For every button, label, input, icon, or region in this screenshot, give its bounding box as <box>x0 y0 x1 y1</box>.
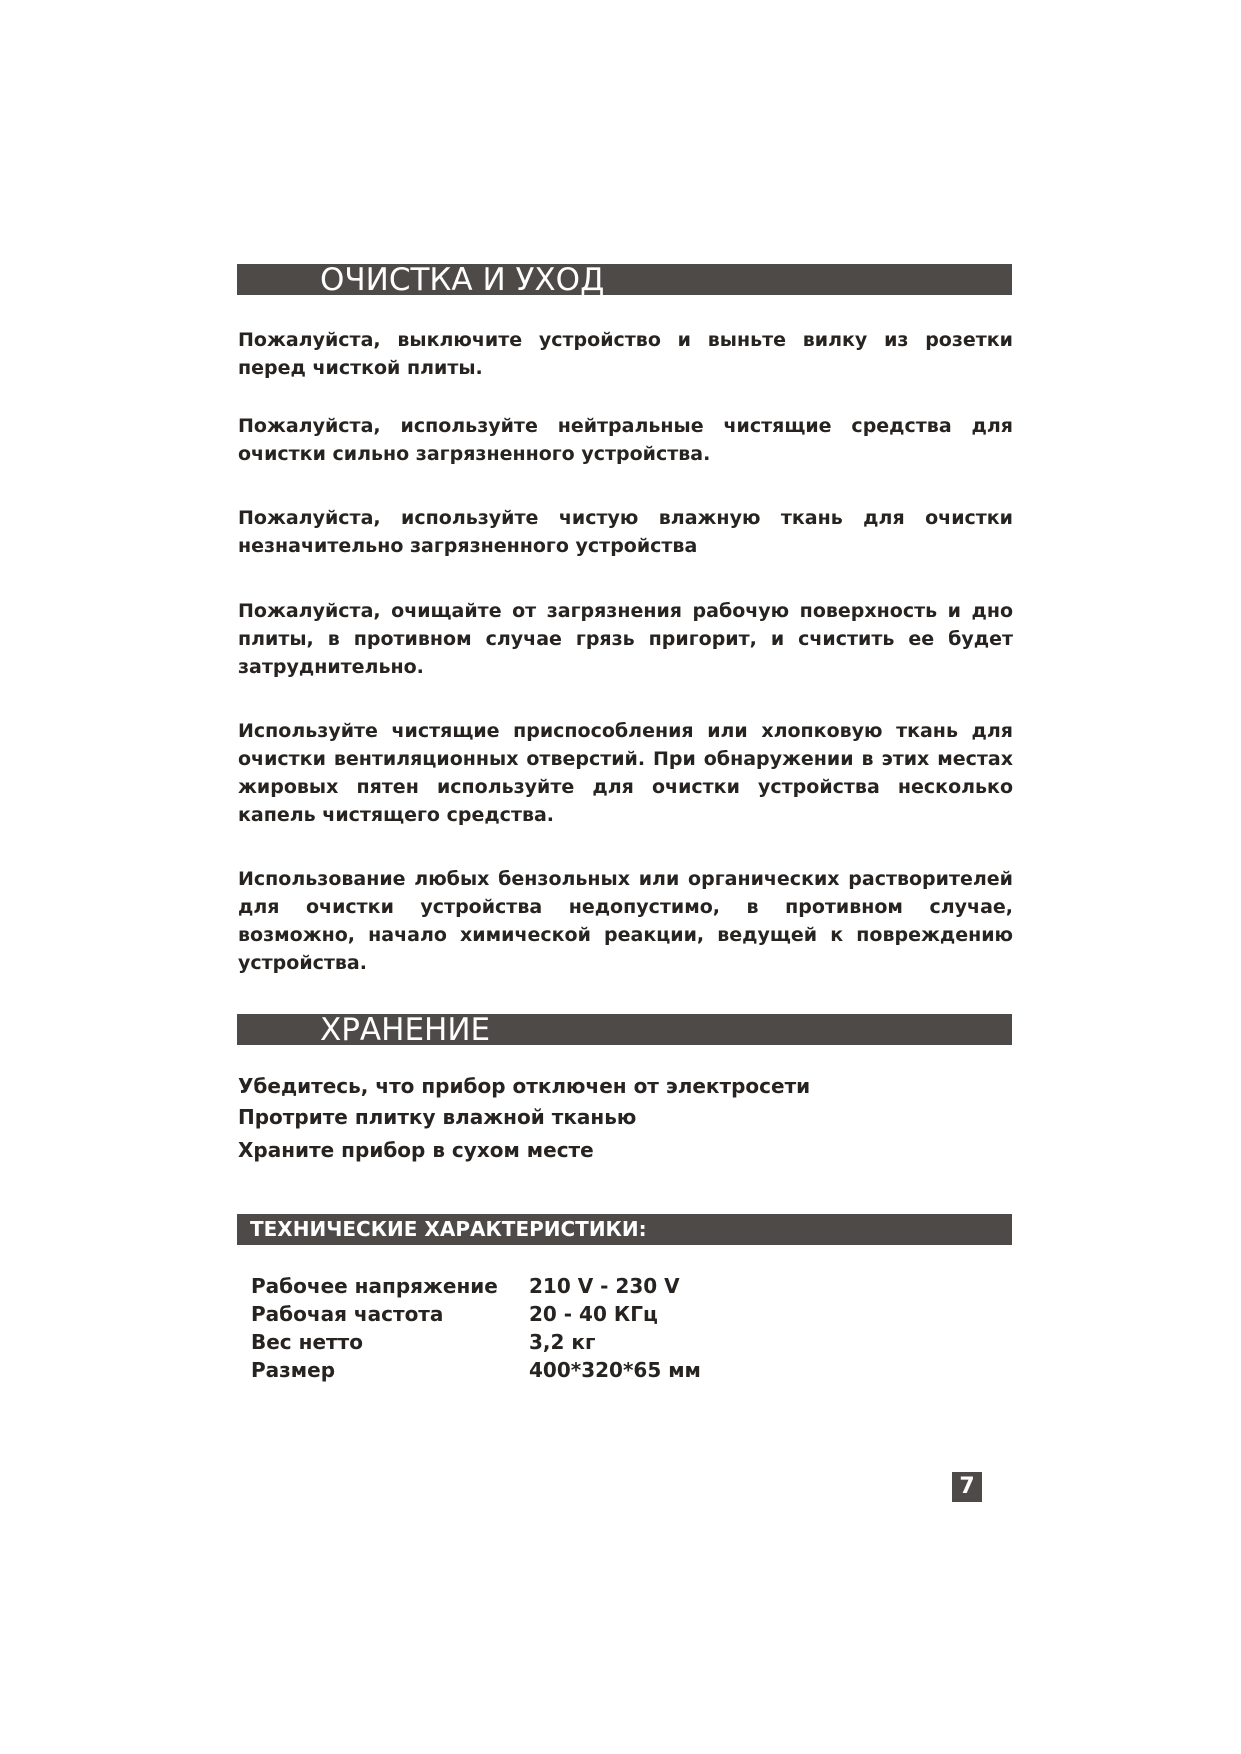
storage-section-header <box>237 1014 1012 1045</box>
spec-label: Рабочее напряжение <box>251 1274 498 1298</box>
spec-label: Размер <box>251 1358 336 1382</box>
cleaning-paragraph-damp-cloth: Пожалуйста, используйте чистую влажную ткань для очистки незначительно загрязненного устройства <box>238 507 1013 557</box>
cleaning-paragraph-vents: Используйте чистящие приспособления или хлопковую ткань для очистки вентиляционных отверстий. При обнаружении в этих местах жировых пятен используйте для очистки устройства несколько капель чистящего средства. <box>238 720 1013 826</box>
spec-label: Вес нетто <box>251 1330 363 1354</box>
specs-section-title: ТЕХНИЧЕСКИЕ ХАРАКТЕРИСТИКИ: <box>250 1217 647 1241</box>
cleaning-paragraph-solvents-warning: Использование любых бензольных или органических растворителей для очистки устройства недопустимо, в противном случае, возможно, начало химической реакции, ведущей к повреждению устройства. <box>238 868 1013 974</box>
storage-line-unplug: Убедитесь, что прибор отключен от электросети <box>238 1074 811 1098</box>
spec-row-size <box>251 1356 701 1384</box>
spec-row-weight <box>251 1328 701 1356</box>
page-number: 7 <box>952 1472 982 1502</box>
cleaning-section-title: ОЧИСТКА И УХОД <box>320 264 605 295</box>
spec-row-voltage <box>251 1272 701 1300</box>
storage-section-title: ХРАНЕНИЕ <box>320 1014 491 1045</box>
spec-row-frequency <box>251 1300 701 1328</box>
spec-value: 210 V - 230 V <box>529 1274 680 1298</box>
cleaning-paragraph-surface: Пожалуйста, очищайте от загрязнения рабочую поверхность и дно плиты, в противном случае грязь пригорит, и счистить ее будет затруднительно. <box>238 600 1013 678</box>
storage-line-wipe: Протрите плитку влажной тканью <box>238 1105 637 1129</box>
specs-table <box>251 1272 701 1384</box>
spec-value: 400*320*65 мм <box>529 1358 701 1382</box>
spec-value: 20 - 40 КГц <box>529 1302 658 1326</box>
storage-line-dry-place: Храните прибор в сухом месте <box>238 1138 594 1162</box>
specs-section-header <box>237 1214 1012 1245</box>
cleaning-paragraph-unplug: Пожалуйста, выключите устройство и выньте вилку из розетки перед чисткой плиты. <box>238 329 1013 379</box>
cleaning-section-header <box>237 264 1012 295</box>
spec-label: Рабочая частота <box>251 1302 444 1326</box>
spec-value: 3,2 кг <box>529 1330 596 1354</box>
cleaning-paragraph-neutral-cleaner: Пожалуйста, используйте нейтральные чистящие средства для очистки сильно загрязненного устройства. <box>238 415 1013 465</box>
